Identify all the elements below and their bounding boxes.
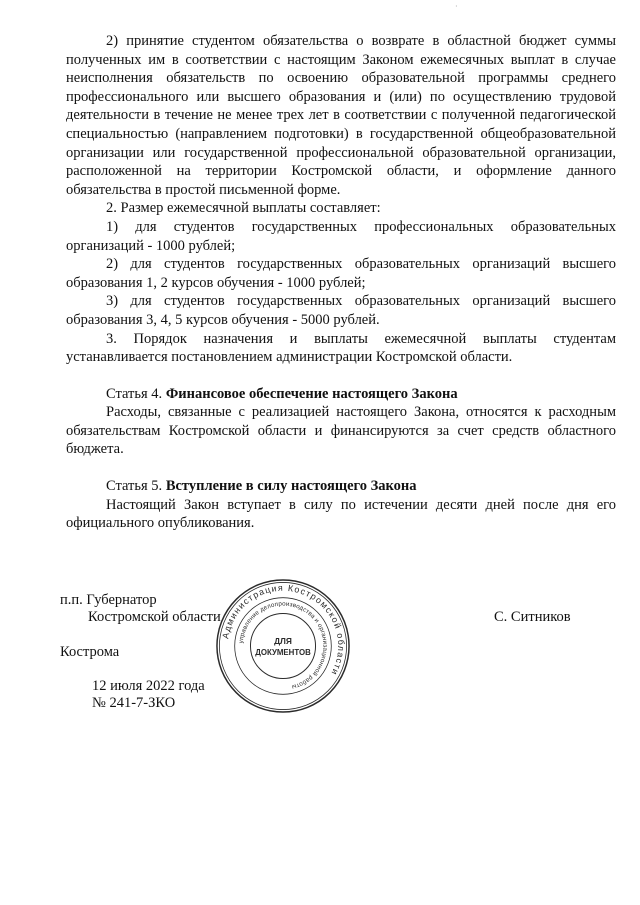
paragraph-procedure: 3. Порядок назначения и выплаты ежемесячной выплаты студентам устанавливается постановлением администрации Костромской области. bbox=[66, 330, 616, 366]
seal-center-line-1: ДЛЯ bbox=[274, 636, 292, 647]
spacer bbox=[66, 367, 616, 385]
official-seal bbox=[214, 577, 352, 715]
paragraph-payment-item-2: 2) для студентов государственных образовательных организаций высшего образования 1, 2 курсов обучения - 1000 рублей; bbox=[66, 256, 616, 291]
article-4-heading bbox=[66, 385, 616, 404]
paragraph-obligation: 2) принятие студентом обязательства о возврате в областной бюджет суммы полученных им в соответствии с настоящим Законом ежемесячных выплат в случае неисполнения обязательств по освоению образовательной программы среднего профессионального или высшего образования и (или) по осуществлению трудовой деятельности в течение не менее трех лет в соответствии с полученной педагогической специальностью (направлением подготовки) в государственной общеобразовательной организации или государственной профессиональной образовательной организации, расположенной на территории Костромской области, и оформление данного обязательства в простой письменной форме. bbox=[66, 33, 616, 198]
seal-outer-text: Администрация Костромской области bbox=[220, 582, 347, 678]
law-number: № 241-7-ЗКО bbox=[92, 695, 176, 711]
article-4-title: Финансовое обеспечение настоящего Закона bbox=[165, 385, 458, 402]
paragraph-payment-item-3: 3) для студентов государственных образовательных организаций высшего образования 3, 4, 5 курсов обучения - 5000 рублей. bbox=[66, 293, 616, 328]
signatory-position: п.п. Губернатор bbox=[60, 592, 157, 608]
article-5-heading bbox=[66, 477, 616, 496]
spacer bbox=[66, 459, 616, 477]
seal-center-line-2: ДОКУМЕНТОВ bbox=[255, 647, 311, 657]
article-5-text: Настоящий Закон вступает в силу по истечении десяти дней после дня его официального опубликования. bbox=[66, 496, 616, 532]
article-4-prefix: Статья 4. bbox=[106, 385, 166, 402]
signatory-region: Костромской области bbox=[88, 609, 221, 625]
paragraph-payment-size: 2. Размер ежемесячной выплаты составляет: bbox=[106, 200, 381, 217]
paragraph-payment-item-1: 1) для студентов государственных профессиональных образовательных организаций - 1000 рублей; bbox=[66, 218, 616, 254]
signing-date: 12 июля 2022 года bbox=[92, 678, 205, 694]
signatory-name: С. Ситников bbox=[494, 609, 571, 625]
scan-mark: · bbox=[455, 2, 458, 11]
place-of-signing: Кострома bbox=[60, 644, 120, 660]
article-5-title: Вступление в силу настоящего Закона bbox=[165, 478, 417, 495]
article-5-prefix: Статья 5. bbox=[106, 478, 166, 495]
law-body bbox=[66, 32, 616, 533]
article-4-text: Расходы, связанные с реализацией настоящего Закона, относятся к расходным обязательствам Костромской области и финансируются за счет средств областного бюджета. bbox=[66, 404, 616, 458]
seal-inner-text: управление делопроизводства и организационной работы bbox=[237, 600, 329, 691]
